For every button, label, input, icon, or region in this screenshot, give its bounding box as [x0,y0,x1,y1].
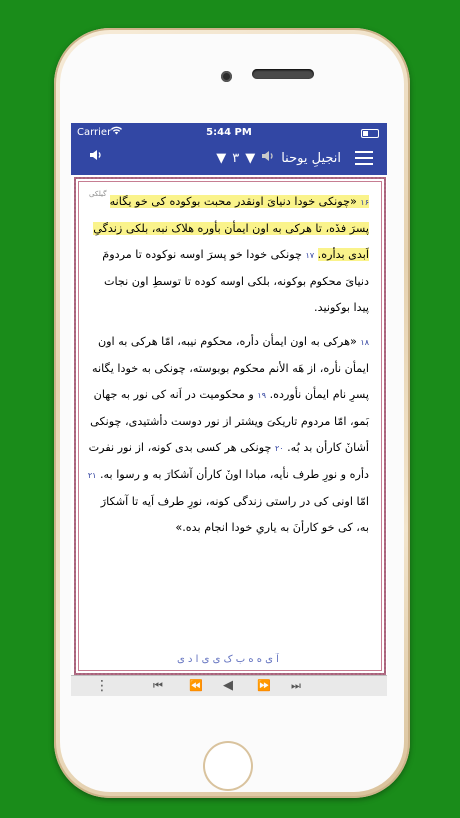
carrier-label: Carrier [77,127,112,138]
audio-speaker-icon[interactable] [89,149,103,165]
front-camera [221,71,232,82]
title-group [216,150,341,166]
app-screen [71,123,387,696]
more-options-icon[interactable]: ⋮ [95,678,109,694]
verse-text: امّا اونی کی در راستی زندگی کونه، نورِ طرف اَیه تا آشکارَ به، کی خو کارأنَ به یاریِ خودا انجام بده.» [100,495,369,534]
verse-number: ۱۹ [257,391,266,400]
chapter-dropdown-arrow[interactable]: ▼ [216,150,227,166]
fast-forward-icon[interactable]: ⏩ [257,679,271,692]
book-audio-icon[interactable] [261,150,275,166]
play-icon[interactable]: ◀ [223,678,233,693]
home-button[interactable] [203,741,253,791]
chapter-number[interactable]: ۳ [232,150,240,166]
audio-toolbar [71,675,387,696]
verse-text: چونکی خودا خو پسرَ اوسه نوکوده تا مردومَ دنیایَ محکوم بوکونه، بلکی اوسه کوده تا توسطِ اون نجات پیدا بوکونید. [102,248,369,314]
skip-to-end-icon[interactable]: ⏭ [291,679,301,692]
paragraph-2 [87,329,369,541]
verse-text: «چونکی خودا دنیایَ اونقدر محبت بوکوده کی خو یگانه پسرَ فدٚه، تا هرکی به اون ایمأن بأوره هلاک نبه، بلکی زندگیِ اَبدی بدأره. [93,195,369,261]
verse-number: ۲۱ [87,471,97,480]
verse-text: و محکومیت در اَنه کی نور به جهان بَمو، امّا مردوم تاریکیَ ویشتر از نور دوست دأشتیدی، چونکی أشانٚ کارأن بد بُه. [90,388,369,454]
hamburger-menu-icon[interactable] [355,151,373,169]
language-label: گیلکی [89,190,107,198]
book-title[interactable]: انجیلِ یوحنا [281,150,341,166]
reading-area[interactable] [71,175,387,675]
status-bar [71,123,387,143]
earpiece [200,69,318,83]
verse-number: ۱۸ [360,338,369,347]
book-dropdown-arrow[interactable]: ▼ [245,150,256,166]
clock: 5:44 PM [206,127,252,138]
rewind-icon[interactable]: ⏪ [189,679,203,692]
battery-icon [361,129,379,138]
verse-text: چونکی هر کسی بدی کونه، از نور نفرت دأره و نورِ طرف نأیه، مبادا اونٚ کارأن آشکارَ به و رسوا به. [88,441,369,481]
paragraph-1 [87,189,369,321]
nav-bar [71,143,387,175]
scripture-page [87,189,369,663]
verse-number: ۲۰ [274,444,284,453]
next-page-preview: آ ی ه ه ب ک ی ی ا د ی [177,654,279,665]
verse-number: ۱۶ [360,198,369,207]
verse-number: ۱۷ [305,251,315,260]
skip-to-start-icon[interactable]: ⏮ [153,679,163,692]
verse-text: «هرکی به اون ایمأن دأره، محکوم نیبه، امّا هرکی به اون ایمأن نأره، از هَه الأنم محکوم بوبوسته، چونکی به خودا یگانه پسرِ نام ایمأن نأورده. [92,335,369,401]
